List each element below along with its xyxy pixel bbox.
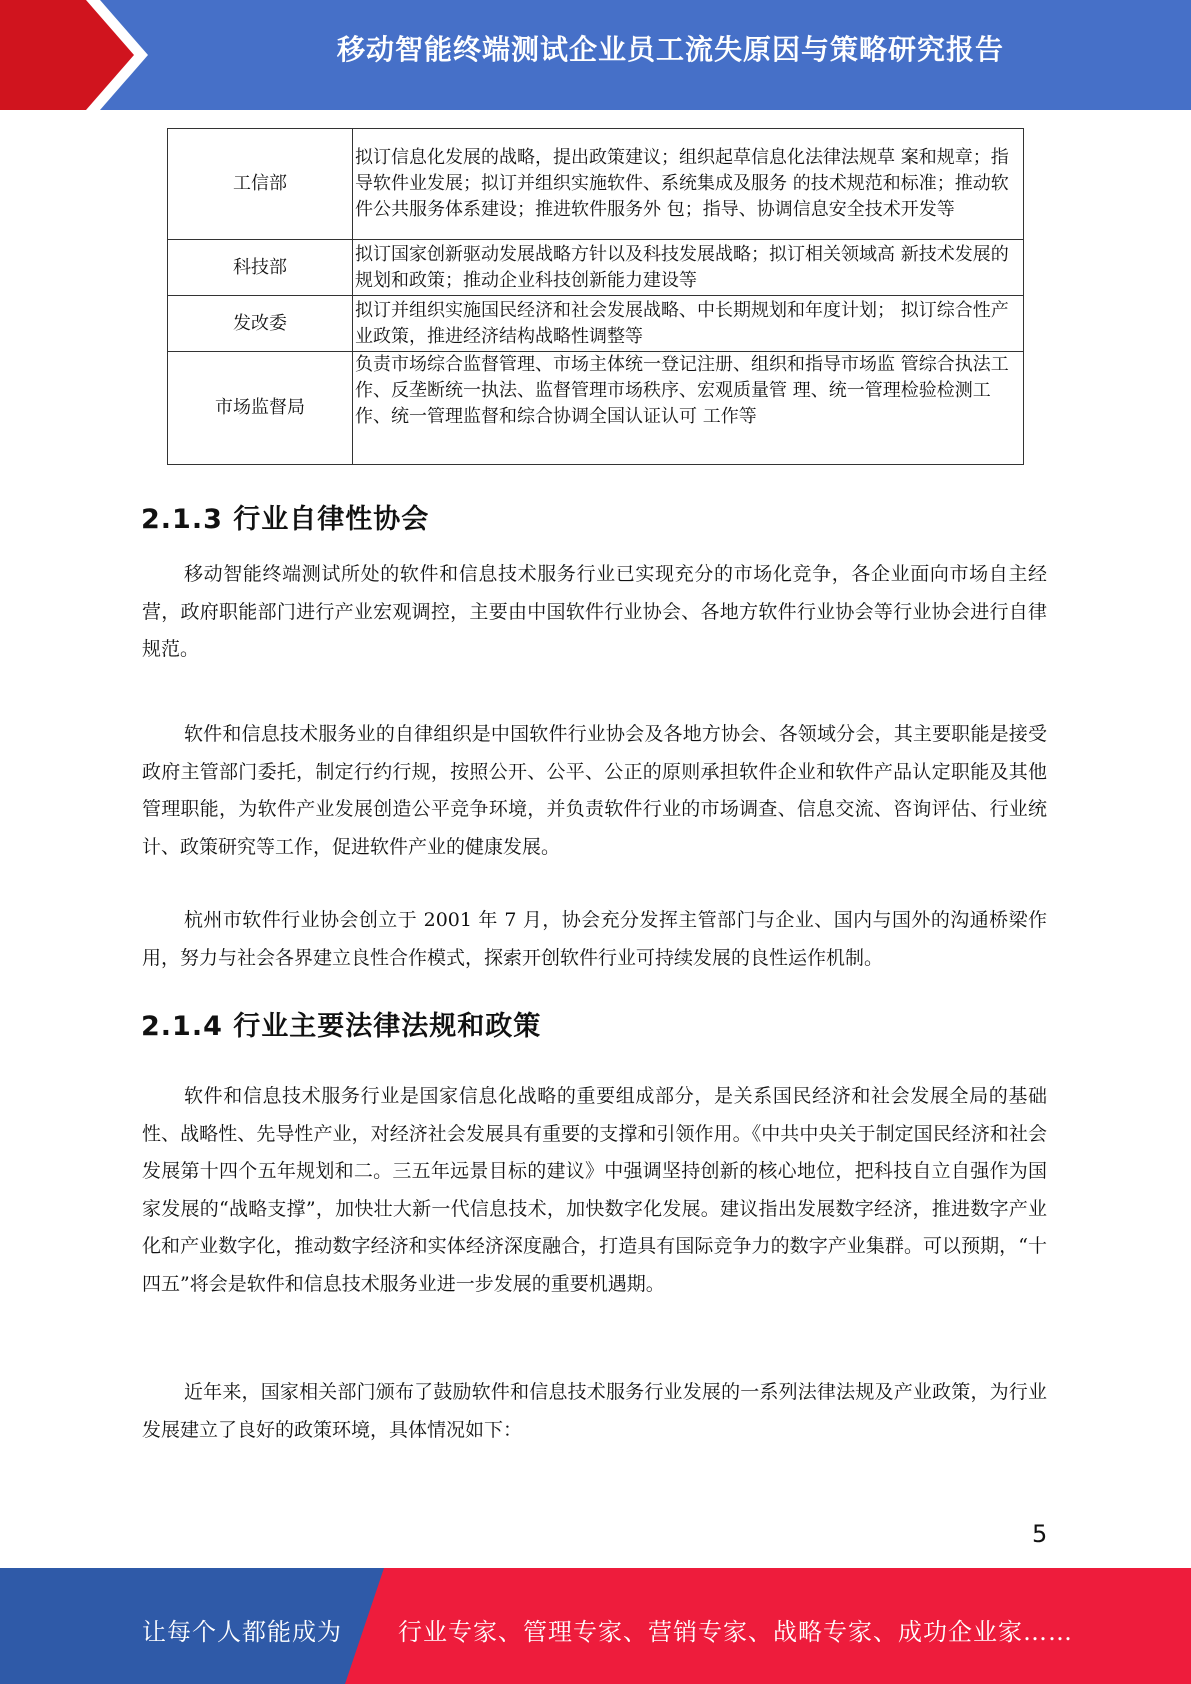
footer-slogan-left: 让每个人都能成为 [142,1618,342,1646]
paragraph: 软件和信息技术服务行业是国家信息化战略的重要组成部分，是关系国民经济和社会发展全局的基础性、战略性、先导性产业，对经济社会发展具有重要的支撑和引领作用。《中共中央关于制定国民经济和社会发展第十四个五年规划和二。三五年远景目标的建议》中强调坚持创新的核心地位，把科技自立自强作为国家发展的“战略支撑”，加快壮大新一代信息技术，加快数字化发展。建议指出发展数字经济，推进数字产业化和产业数字化，推动数字经济和实体经济深度融合，打造具有国际竞争力的数字产业集群。可以预期，“十四五”将会是软件和信息技术服务业进一步发展的重要机遇期。 [142,1085,1047,1295]
department-description: 负责市场综合监督管理、市场主体统一登记注册、组织和指导市场监 管综合执法工作、反垄断统一执法、监督管理市场秩序、宏观质量管 理、统一管理检验检测工作、统一管理监督和综合协调全国认证认可 工作等 [353,352,1024,465]
chevron-decoration [0,0,160,110]
department-description: 拟订国家创新驱动发展战略方针以及科技发展战略；拟订相关领域高 新技术发展的规划和政策；推动企业科技创新能力建设等 [353,240,1024,296]
department-name: 科技部 [168,240,353,296]
footer-slogan-right: 行业专家、管理专家、营销专家、战略专家、成功企业家…… [398,1618,1073,1646]
page-header [0,0,1191,110]
table-row [168,296,1024,352]
section-heading: 2.1.3 行业自律性协会 [141,504,430,535]
department-name: 工信部 [168,129,353,240]
paragraph: 近年来，国家相关部门颁布了鼓励软件和信息技术服务行业发展的一系列法律法规及产业政策，为行业发展建立了良好的政策环境，具体情况如下： [142,1381,1047,1441]
table-row [168,352,1024,465]
paragraph: 软件和信息技术服务业的自律组织是中国软件行业协会及各地方协会、各领域分会，其主要职能是接受政府主管部门委托，制定行约行规，按照公开、公平、公正的原则承担软件企业和软件产品认定职能及其他管理职能，为软件产业发展创造公平竞争环境，并负责软件行业的市场调查、信息交流、咨询评估、行业统计、政策研究等工作，促进软件产业的健康发展。 [142,723,1047,858]
section-heading: 2.1.4 行业主要法律法规和政策 [141,1011,542,1042]
page-number: 5 [1032,1520,1048,1548]
department-table [167,128,1024,465]
paragraph: 移动智能终端测试所处的软件和信息技术服务行业已实现充分的市场化竞争，各企业面向市场自主经营，政府职能部门进行产业宏观调控，主要由中国软件行业协会、各地方软件行业协会等行业协会进行自律规范。 [142,563,1047,660]
department-description: 拟订信息化发展的战略，提出政策建议；组织起草信息化法律法规草 案和规章；指导软件业发展；拟订并组织实施软件、系统集成及服务 的技术规范和标准；推动软件公共服务体系建设；推进软件服务外 包；指导、协调信息安全技术开发等 [353,129,1024,240]
department-name: 发改委 [168,296,353,352]
table-row [168,240,1024,296]
report-title: 移动智能终端测试企业员工流失原因与策略研究报告 [336,33,1004,66]
table-row [168,129,1024,240]
department-name: 市场监督局 [168,352,353,465]
department-description: 拟订并组织实施国民经济和社会发展战略、中长期规划和年度计划； 拟订综合性产业政策，推进经济结构战略性调整等 [353,296,1024,352]
paragraph: 杭州市软件行业协会创立于 2001 年 7 月，协会充分发挥主管部门与企业、国内与国外的沟通桥梁作用，努力与社会各界建立良性合作模式，探索开创软件行业可持续发展的良性运作机制。 [142,909,1047,969]
page-footer [0,1568,1191,1684]
